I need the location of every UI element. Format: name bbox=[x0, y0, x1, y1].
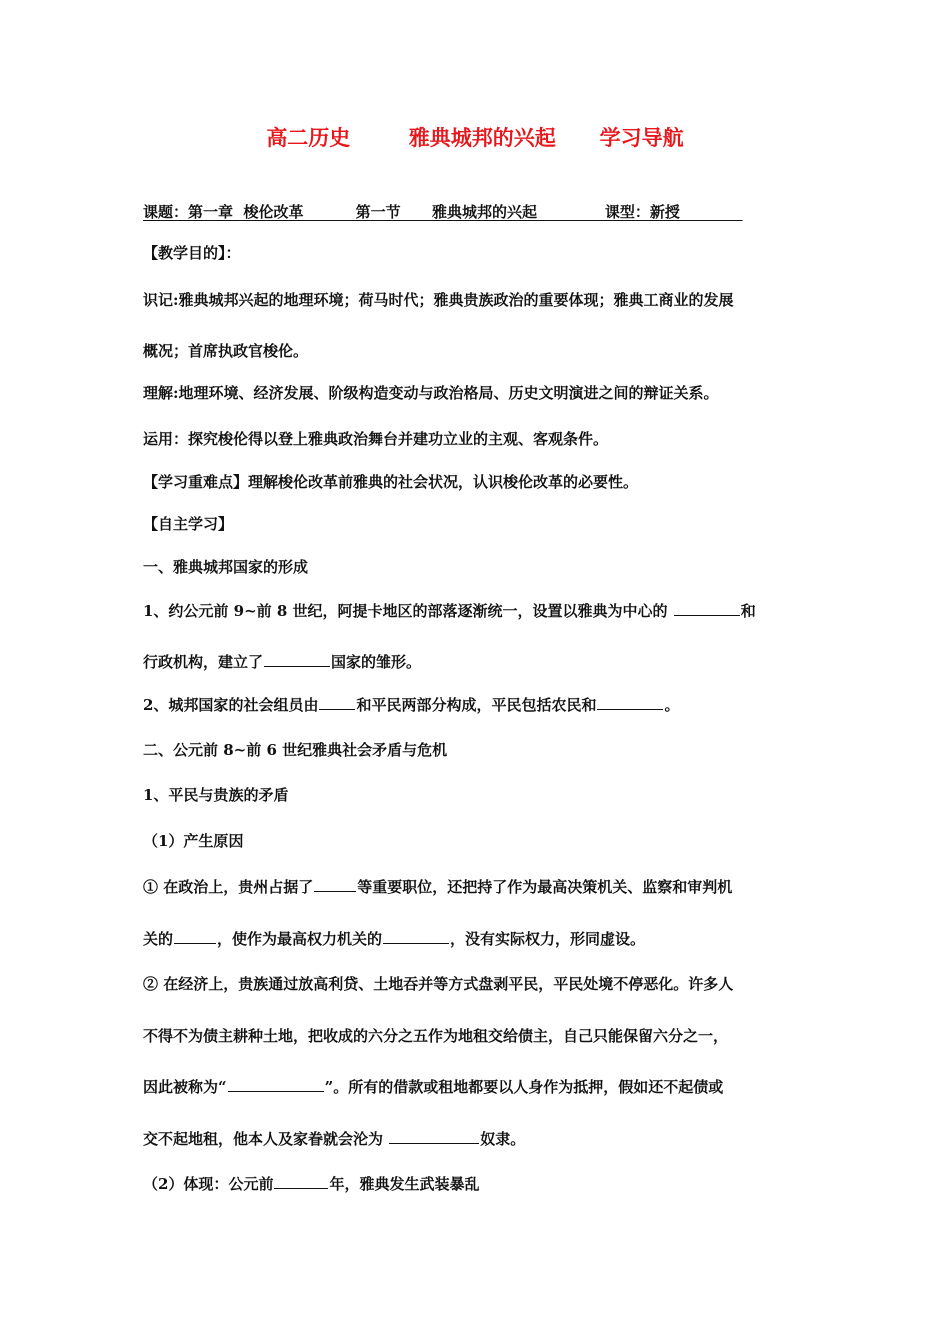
section-one-heading: 一、雅典城邦国家的形成 bbox=[143, 558, 309, 576]
fill-blank[interactable] bbox=[389, 1128, 479, 1144]
fill-blank[interactable] bbox=[674, 600, 740, 616]
fill-blank[interactable] bbox=[314, 876, 356, 892]
fill-blank[interactable] bbox=[319, 694, 355, 710]
cause-political: ① 在政治上，贵州占据了 等重要职位，还把持了作为最高决策机关、监察和审判机 bbox=[143, 878, 733, 896]
fill-blank[interactable] bbox=[264, 651, 330, 667]
fill-blank[interactable] bbox=[274, 1173, 328, 1189]
objectives-heading: 【教学目的】： bbox=[143, 244, 241, 262]
cause-economic: ② 在经济上，贵族通过放高利贷、土地吞并等方式盘剥平民，平民处境不停恶化。许多人 bbox=[143, 975, 734, 993]
causes-heading: （1）产生原因 bbox=[143, 832, 244, 850]
objective-understand: 理解:地理环境、经济发展、阶级构造变动与政治格局、历史文明演进之间的辩证关系。 bbox=[143, 384, 719, 402]
self-study-heading: 【自主学习】 bbox=[143, 515, 234, 533]
key-points: 【学习重难点】理解梭伦改革前雅典的社会状况，认识梭伦改革的必要性。 bbox=[143, 473, 639, 491]
objective-apply: 运用：探究梭伦得以登上雅典政治舞台并建功立业的主观、客观条件。 bbox=[143, 430, 609, 448]
question-1-cont: 行政机构，建立了 国家的雏形。 bbox=[143, 653, 422, 671]
fill-blank[interactable] bbox=[383, 928, 449, 944]
section-two-heading: 二、公元前 8~前 6 世纪雅典社会矛盾与危机 bbox=[143, 741, 448, 759]
question-1: 1、约公元前 9~前 8 世纪，阿提卡地区的部落逐渐统一，设置以雅典为中心的 和 bbox=[143, 602, 756, 620]
lesson-header: 课题：第一章 梭伦改革 第一节 雅典城邦的兴起 课型：新授 bbox=[143, 203, 743, 221]
fill-blank[interactable] bbox=[174, 928, 216, 944]
fill-blank[interactable] bbox=[597, 694, 663, 710]
objective-memorize-cont: 概况；首席执政官梭伦。 bbox=[143, 342, 309, 360]
document-title: 高二历史 雅典城邦的兴起 学习导航 bbox=[266, 125, 684, 150]
cause-economic-cont-2: 因此被称为“ ”。所有的借款或租地都要以人身作为抵押，假如还不起债或 bbox=[143, 1078, 724, 1096]
cause-economic-cont-3: 交不起地租，他本人及家眷就会沦为 奴隶。 bbox=[143, 1130, 526, 1148]
question-2: 2、城邦国家的社会组员由 和平民两部分构成，平民包括农民和 。 bbox=[143, 696, 680, 714]
cause-political-cont: 关的 ，使作为最高权力机关的 ，没有实际权力，形同虚设。 bbox=[143, 930, 646, 948]
fill-blank[interactable] bbox=[228, 1076, 324, 1092]
subsection-heading: 1、平民与贵族的矛盾 bbox=[143, 786, 289, 804]
objective-memorize: 识记:雅典城邦兴起的地理环境；荷马时代；雅典贵族政治的重要体现；雅典工商业的发展 bbox=[143, 291, 734, 309]
manifestation: （2）体现：公元前 年，雅典发生武装暴乱 bbox=[143, 1175, 480, 1193]
cause-economic-cont: 不得不为债主耕种土地，把收成的六分之五作为地租交给债主，自己只能保留六分之一， bbox=[143, 1027, 729, 1045]
